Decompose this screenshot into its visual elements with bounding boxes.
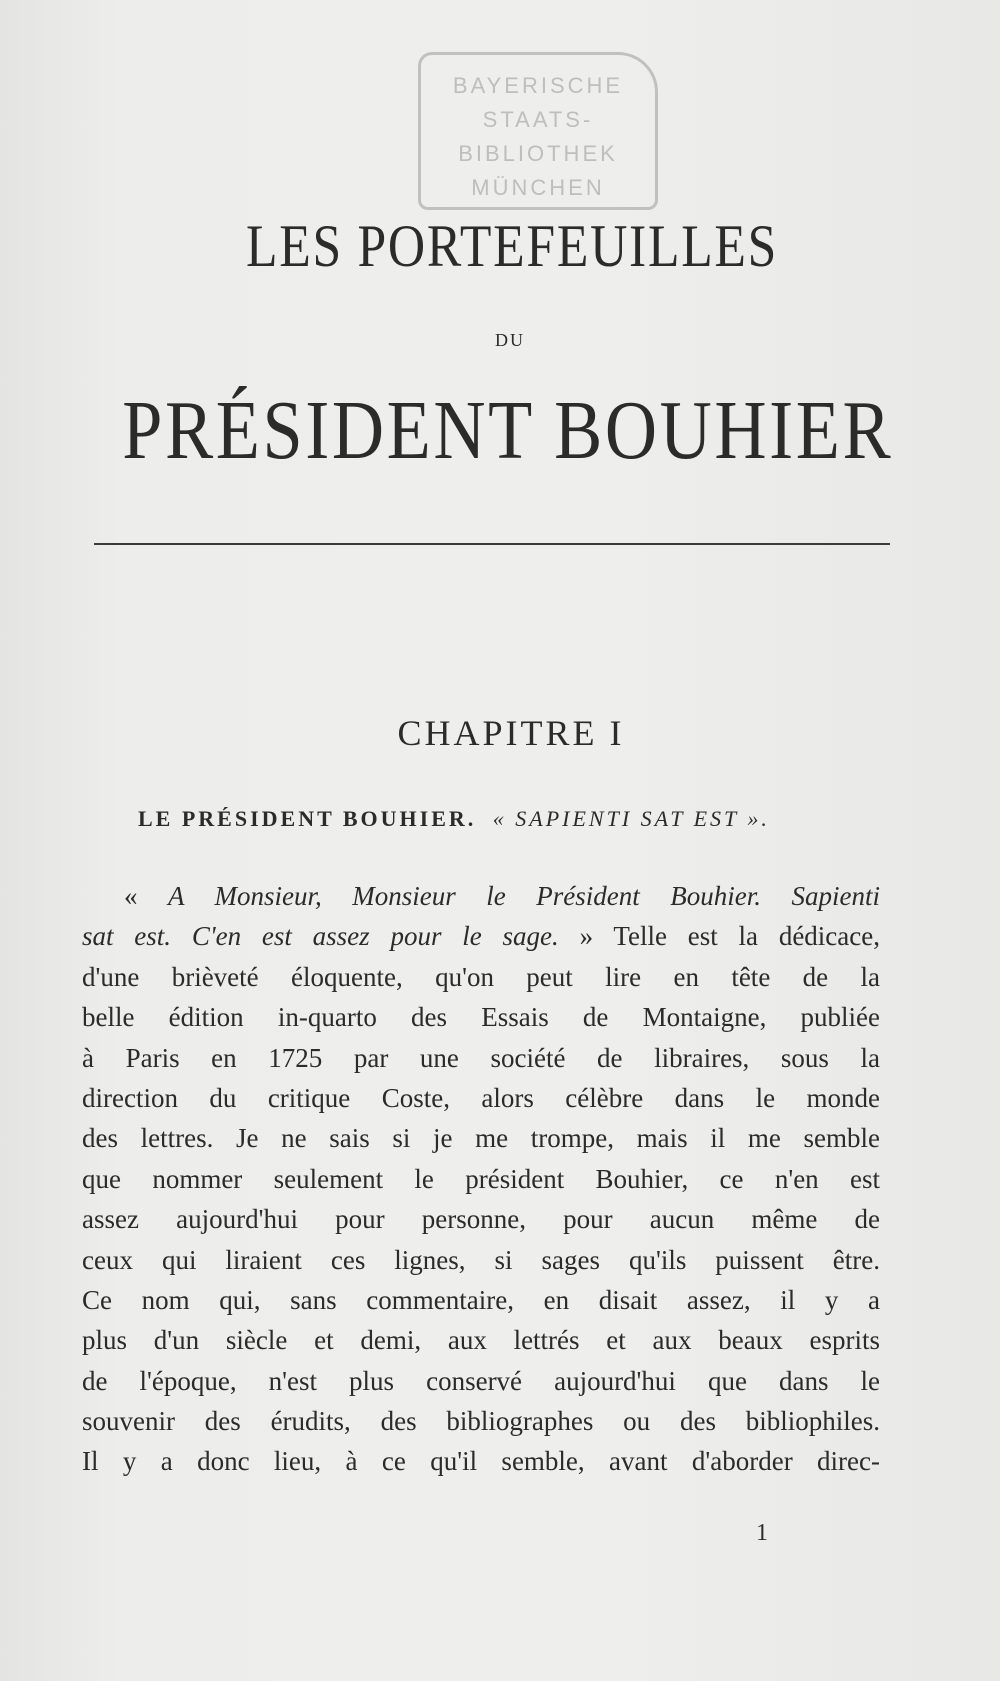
stamp-line: STAATS- bbox=[482, 107, 594, 132]
chapter-motto: « SAPIENTI SAT EST ». bbox=[492, 806, 770, 831]
chapter-subtitle bbox=[138, 806, 770, 832]
text-line: assez aujourd'hui pour personne, pour aucun même de bbox=[82, 1204, 880, 1235]
text-line: de l'époque, n'est plus conservé aujourd'hui que dans le bbox=[82, 1365, 880, 1396]
page-number: 1 bbox=[756, 1520, 768, 1546]
text-line: ceux qui liraient ces lignes, si sages qu'ils puissent être. bbox=[82, 1244, 880, 1275]
text-line: Il y a donc lieu, à ce qu'il semble, avant d'aborder direc- bbox=[82, 1446, 880, 1477]
text-line: Ce nom qui, sans commentaire, en disait assez, il y a bbox=[82, 1284, 880, 1315]
chapter-heading: CHAPITRE I bbox=[397, 713, 625, 753]
chapter-subtitle-text: LE PRÉSIDENT BOUHIER. bbox=[138, 806, 477, 831]
book-title-line-1: LES PORTEFEUILLES bbox=[245, 213, 779, 279]
text-line: sat est. C'en est assez pour le sage. » Telle est la dédicace, bbox=[82, 921, 880, 952]
stamp-line: BAYERISCHE bbox=[452, 73, 624, 98]
text-line: « A Monsieur, Monsieur le Président Bouhier. Sapienti bbox=[124, 881, 880, 911]
text-line: d'une brièveté éloquente, qu'on peut lire en tête de la bbox=[82, 961, 880, 992]
stamp-line: MÜNCHEN bbox=[471, 175, 605, 200]
text-line: souvenir des érudits, des bibliographes ou des bibliophiles. bbox=[82, 1406, 880, 1437]
text-line: des lettres. Je ne sais si je me trompe, mais il me semble bbox=[82, 1123, 880, 1154]
book-title-line-2: PRÉSIDENT BOUHIER bbox=[122, 384, 894, 477]
book-title-connector: DU bbox=[495, 330, 525, 350]
text-line: que nommer seulement le président Bouhier, ce n'en est bbox=[82, 1163, 880, 1194]
text-line: à Paris en 1725 par une société de libraires, sous la bbox=[82, 1042, 880, 1073]
title-divider bbox=[94, 543, 890, 545]
text-line: direction du critique Coste, alors célèbre dans le monde bbox=[82, 1082, 880, 1113]
text-line: belle édition in-quarto des Essais de Montaigne, publiée bbox=[82, 1002, 880, 1033]
library-stamp bbox=[418, 52, 658, 210]
body-paragraph bbox=[82, 876, 880, 1482]
stamp-line: BIBLIOTHEK bbox=[458, 141, 618, 166]
text-line: plus d'un siècle et demi, aux lettrés et aux beaux esprits bbox=[82, 1325, 880, 1356]
